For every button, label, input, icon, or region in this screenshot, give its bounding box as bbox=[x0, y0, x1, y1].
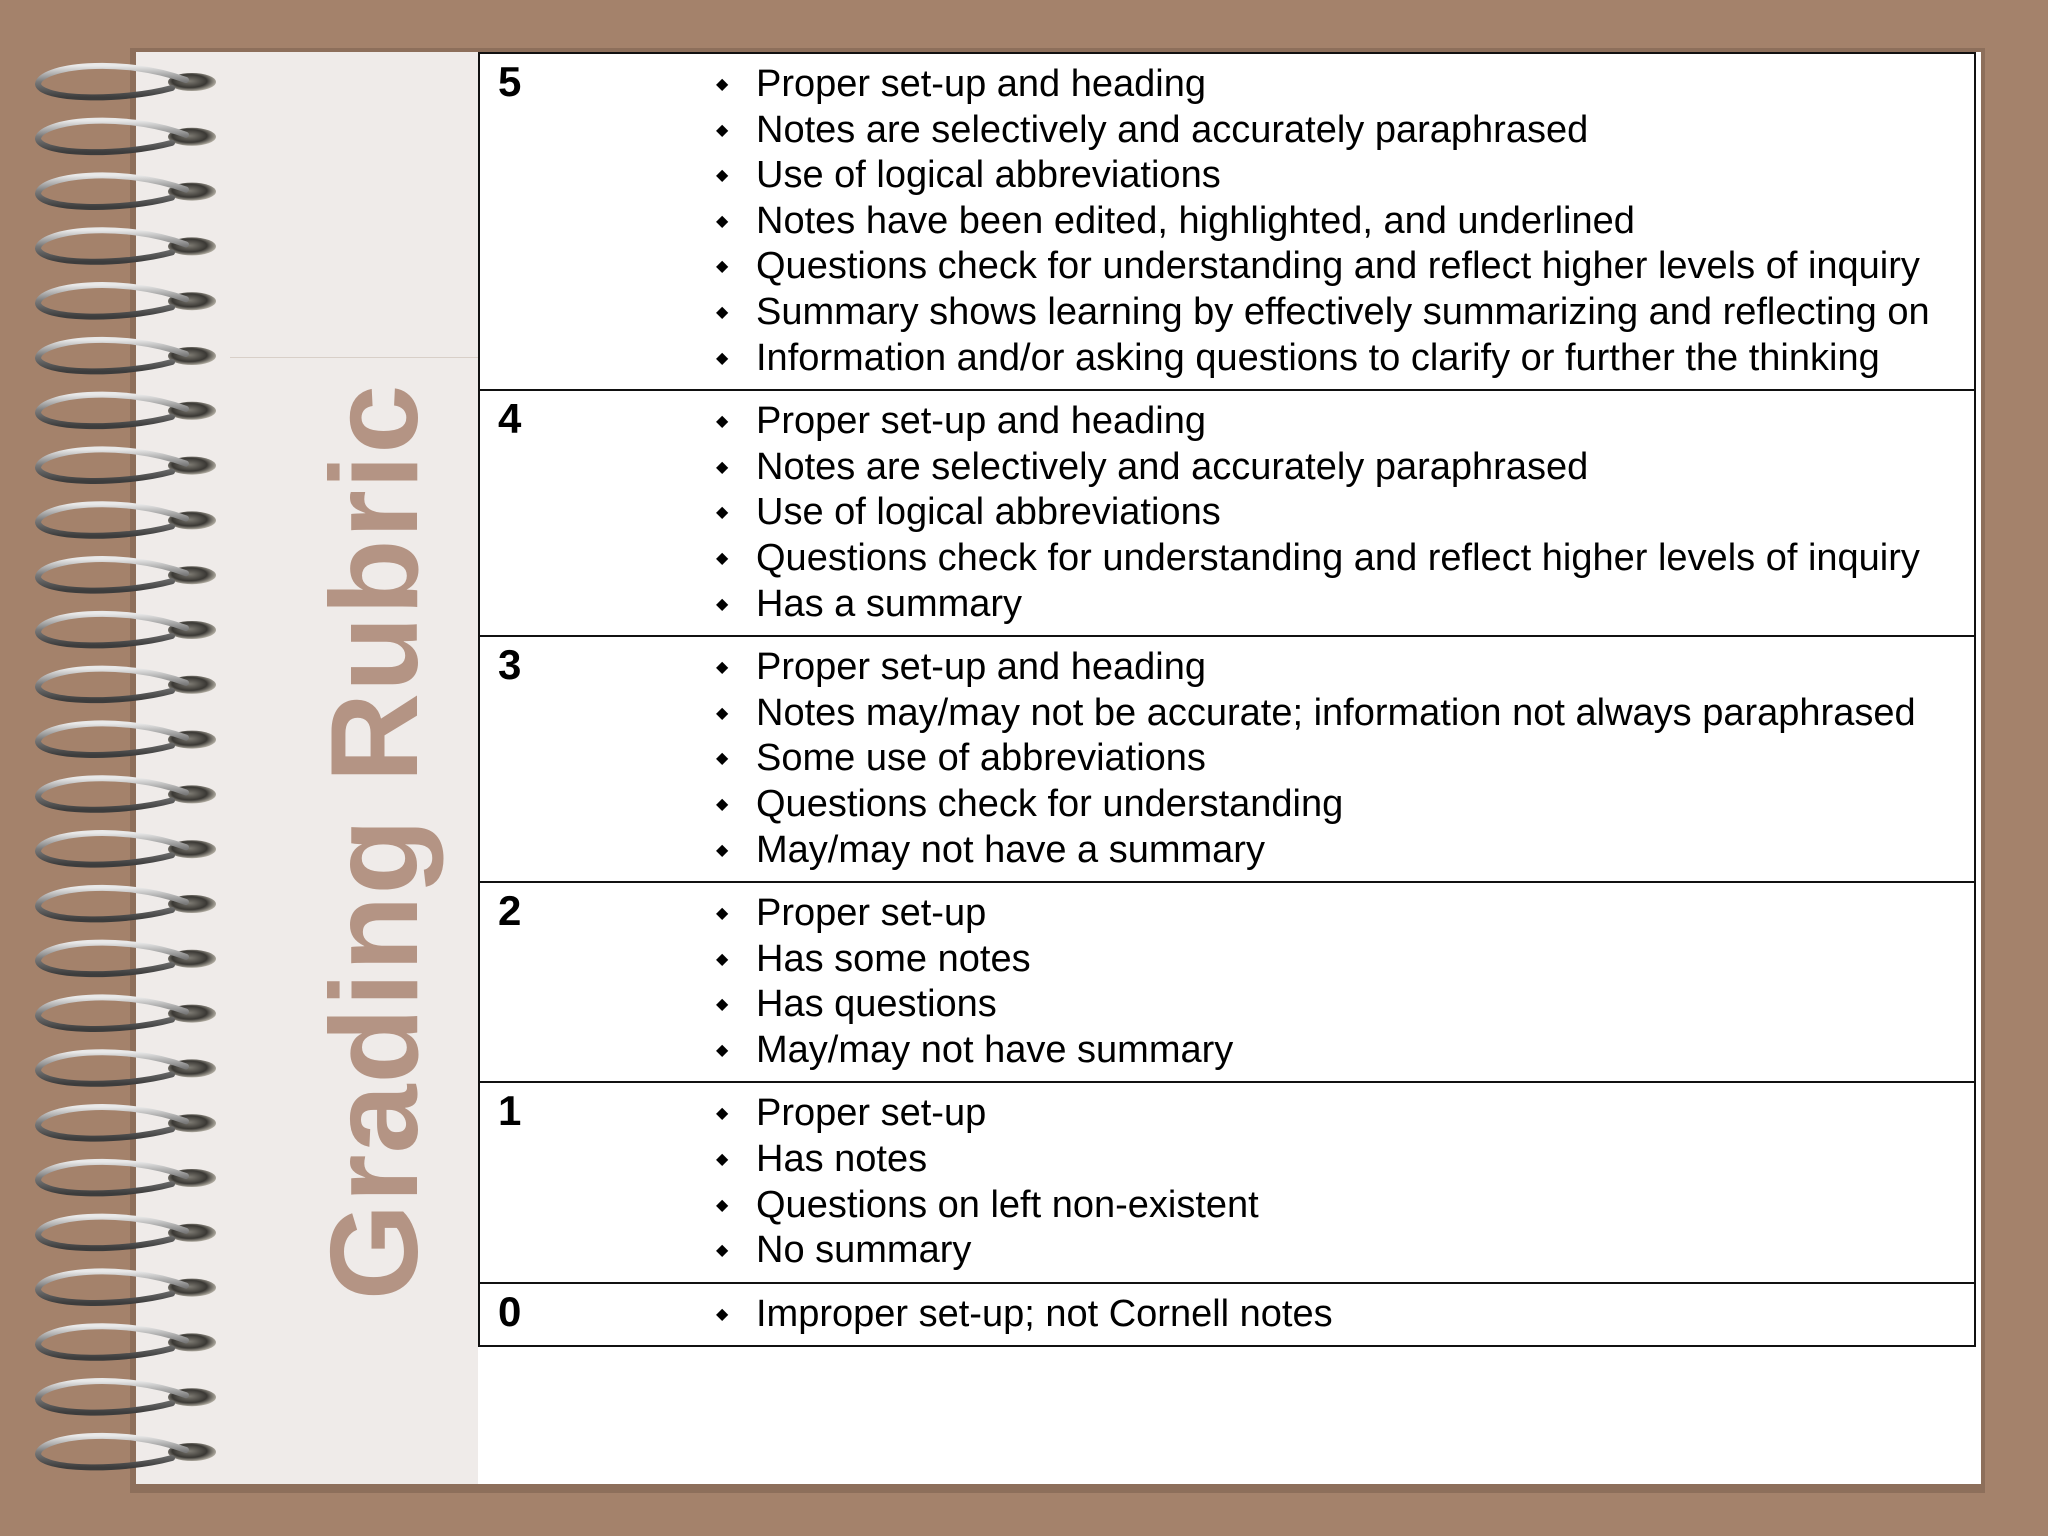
rubric-criteria-cell bbox=[618, 53, 1975, 390]
spiral-wire-ring bbox=[38, 1052, 186, 1084]
criterion-text: Questions check for understanding and reflect higher levels of inquiry bbox=[756, 245, 1920, 288]
diamond-bullet-icon: ◆ bbox=[716, 1242, 729, 1260]
spiral-wire-ring bbox=[38, 669, 186, 701]
spiral-wire-ring bbox=[38, 614, 186, 646]
rubric-row bbox=[479, 1082, 1975, 1282]
criterion-item bbox=[716, 736, 1964, 782]
criterion-text: Use of logical abbreviations bbox=[756, 154, 1221, 197]
criterion-item bbox=[716, 891, 1964, 937]
criterion-item bbox=[716, 1028, 1964, 1074]
spiral-wire-ring bbox=[38, 723, 186, 755]
diamond-bullet-icon: ◆ bbox=[716, 303, 729, 321]
criterion-text: Proper set-up and heading bbox=[756, 400, 1206, 443]
criterion-text: Proper set-up bbox=[756, 1092, 987, 1135]
criterion-text: Information and/or asking questions to clarify or further the thinking bbox=[756, 336, 1880, 379]
criterion-text: Summary shows learning by effectively summarizing and reflecting on bbox=[756, 290, 1930, 333]
criterion-text: No summary bbox=[756, 1229, 972, 1272]
criterion-text: Questions check for understanding bbox=[756, 782, 1344, 825]
criterion-item bbox=[716, 153, 1964, 199]
diamond-bullet-icon: ◆ bbox=[716, 996, 729, 1014]
criterion-item bbox=[716, 445, 1964, 491]
page-title: Grading Rubric bbox=[306, 383, 444, 1301]
diamond-bullet-icon: ◆ bbox=[716, 950, 729, 968]
criterion-text: Improper set-up; not Cornell notes bbox=[756, 1292, 1333, 1335]
rubric-criteria-cell bbox=[618, 1082, 1975, 1282]
diamond-bullet-icon: ◆ bbox=[716, 1041, 729, 1059]
criterion-item bbox=[716, 290, 1964, 336]
criterion-item bbox=[716, 108, 1964, 154]
criterion-item bbox=[716, 62, 1964, 108]
criterion-text: Has questions bbox=[756, 983, 997, 1026]
spiral-wire-ring bbox=[38, 1326, 186, 1358]
spiral-wire-ring bbox=[38, 1381, 186, 1413]
rubric-score: 4 bbox=[479, 390, 618, 636]
diamond-bullet-icon: ◆ bbox=[716, 659, 729, 677]
criterion-item bbox=[716, 490, 1964, 536]
criterion-text: Proper set-up bbox=[756, 892, 987, 935]
diamond-bullet-icon: ◆ bbox=[716, 1305, 729, 1323]
diamond-bullet-icon: ◆ bbox=[716, 76, 729, 93]
criterion-item bbox=[716, 582, 1964, 628]
criterion-item bbox=[716, 399, 1964, 445]
diamond-bullet-icon: ◆ bbox=[716, 167, 729, 185]
diamond-bullet-icon: ◆ bbox=[716, 1105, 729, 1123]
criterion-item bbox=[716, 1228, 1964, 1274]
diamond-bullet-icon: ◆ bbox=[716, 212, 729, 230]
rubric-criteria-cell bbox=[618, 390, 1975, 636]
spiral-wire-ring bbox=[38, 1271, 186, 1303]
spiral-wire-ring bbox=[38, 230, 186, 262]
criterion-text: Has a summary bbox=[756, 582, 1023, 625]
criterion-text: Questions on left non-existent bbox=[756, 1183, 1259, 1226]
criterion-text: Some use of abbreviations bbox=[756, 737, 1206, 780]
rubric-row bbox=[479, 53, 1975, 390]
criterion-text: Has notes bbox=[756, 1138, 928, 1181]
diamond-bullet-icon: ◆ bbox=[716, 504, 729, 522]
criterion-text: Notes are selectively and accurately paraphrased bbox=[756, 445, 1589, 488]
criterion-text: Use of logical abbreviations bbox=[756, 491, 1221, 534]
rubric-score: 2 bbox=[479, 882, 618, 1082]
spiral-wire-ring bbox=[38, 449, 186, 481]
spiral-wire-ring bbox=[38, 778, 186, 810]
criterion-text: Questions check for understanding and reflect higher levels of inquiry bbox=[756, 536, 1920, 579]
diamond-bullet-icon: ◆ bbox=[716, 795, 729, 813]
diamond-bullet-icon: ◆ bbox=[716, 1196, 729, 1214]
diamond-bullet-icon: ◆ bbox=[716, 121, 729, 139]
criterion-item bbox=[716, 1091, 1964, 1137]
spiral-wire-ring bbox=[38, 395, 186, 427]
diamond-bullet-icon: ◆ bbox=[716, 905, 729, 923]
rubric-score: 5 bbox=[479, 53, 618, 390]
criterion-item bbox=[716, 1292, 1964, 1338]
spiral-wire-ring bbox=[38, 1107, 186, 1139]
rubric-row bbox=[479, 882, 1975, 1082]
diamond-bullet-icon: ◆ bbox=[716, 458, 729, 476]
spiral-wire-ring bbox=[38, 833, 186, 865]
margin-divider-line bbox=[230, 357, 478, 358]
criterion-text: Proper set-up and heading bbox=[756, 646, 1206, 689]
criterion-text: May/may not have summary bbox=[756, 1028, 1234, 1071]
spiral-wire-ring bbox=[38, 997, 186, 1029]
rubric-score: 0 bbox=[479, 1283, 618, 1347]
criterion-item bbox=[716, 937, 1964, 983]
spiral-wire-ring bbox=[38, 1162, 186, 1194]
criteria-list bbox=[716, 399, 1964, 627]
grading-rubric-table bbox=[478, 52, 1976, 1347]
spiral-wire-ring bbox=[38, 943, 186, 975]
criterion-text: Notes are selectively and accurately paraphrased bbox=[756, 108, 1589, 151]
diamond-bullet-icon: ◆ bbox=[716, 750, 729, 768]
criterion-item bbox=[716, 645, 1964, 691]
spiral-wire-ring bbox=[38, 340, 186, 372]
criterion-text: Notes have been edited, highlighted, and underlined bbox=[756, 199, 1635, 242]
rubric-criteria-cell bbox=[618, 882, 1975, 1082]
criteria-list bbox=[716, 891, 1964, 1073]
diamond-bullet-icon: ◆ bbox=[716, 841, 729, 859]
spiral-wire-ring bbox=[38, 504, 186, 536]
criterion-item bbox=[716, 244, 1964, 290]
criterion-text: May/may not have a summary bbox=[756, 828, 1265, 871]
criterion-item bbox=[716, 982, 1964, 1028]
spiral-wire-ring bbox=[38, 285, 186, 317]
criterion-item bbox=[716, 336, 1964, 382]
spiral-wire-ring bbox=[38, 175, 186, 207]
criterion-text: Notes may/may not be accurate; information not always paraphrased bbox=[756, 691, 1916, 734]
spiral-wire-ring bbox=[38, 1217, 186, 1249]
criterion-item bbox=[716, 828, 1964, 874]
criteria-list bbox=[716, 62, 1964, 381]
criterion-item bbox=[716, 1137, 1964, 1183]
criterion-item bbox=[716, 782, 1964, 828]
criterion-item bbox=[716, 691, 1964, 737]
spiral-wire-ring bbox=[38, 121, 186, 153]
spiral-wire-ring bbox=[38, 1436, 186, 1468]
diamond-bullet-icon: ◆ bbox=[716, 704, 729, 722]
criterion-text: Proper set-up and heading bbox=[756, 63, 1206, 105]
spiral-wire-ring bbox=[38, 559, 186, 591]
rubric-score: 3 bbox=[479, 636, 618, 882]
rubric-criteria-cell bbox=[618, 636, 1975, 882]
criterion-text: Has some notes bbox=[756, 937, 1031, 980]
spiral-wire-ring bbox=[38, 888, 186, 920]
criteria-list bbox=[716, 1091, 1964, 1273]
criterion-item bbox=[716, 536, 1964, 582]
rubric-row bbox=[479, 636, 1975, 882]
rubric-score: 1 bbox=[479, 1082, 618, 1282]
criterion-item bbox=[716, 199, 1964, 245]
diamond-bullet-icon: ◆ bbox=[716, 1151, 729, 1169]
rubric-row bbox=[479, 1283, 1975, 1347]
diamond-bullet-icon: ◆ bbox=[716, 595, 729, 613]
criterion-item bbox=[716, 1183, 1964, 1229]
rubric-row bbox=[479, 390, 1975, 636]
diamond-bullet-icon: ◆ bbox=[716, 258, 729, 276]
spiral-binding-icon bbox=[0, 0, 240, 1536]
diamond-bullet-icon: ◆ bbox=[716, 549, 729, 567]
criteria-list bbox=[716, 645, 1964, 873]
diamond-bullet-icon: ◆ bbox=[716, 349, 729, 367]
criteria-list bbox=[716, 1292, 1964, 1338]
rubric-criteria-cell bbox=[618, 1283, 1975, 1347]
diamond-bullet-icon: ◆ bbox=[716, 413, 729, 431]
spiral-wire-ring bbox=[38, 66, 186, 98]
